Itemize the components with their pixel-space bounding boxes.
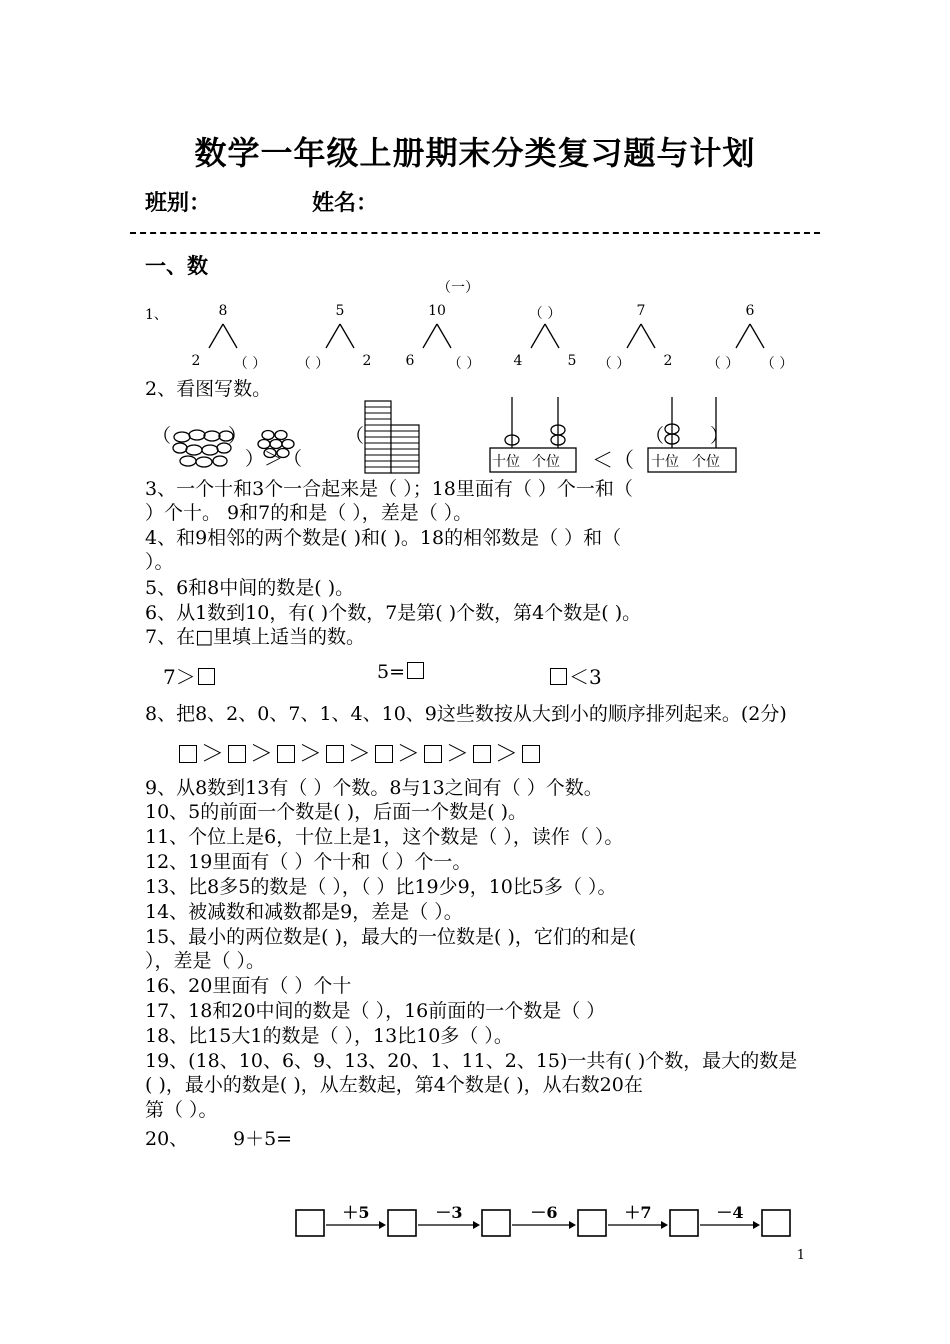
operation-label: ＋5 [342, 1203, 370, 1222]
answer-box[interactable] [228, 745, 246, 763]
circle-group-icon [173, 430, 233, 467]
question-line: ）个十。 9和7的和是（ ），差是（ ）。 [145, 502, 473, 524]
answer-box[interactable] [762, 1210, 790, 1236]
operation-label: ＋7 [624, 1203, 652, 1222]
name-label: 姓名： [312, 190, 379, 216]
q20-number: 20、 [145, 1128, 189, 1150]
q2-figures [140, 395, 760, 475]
question-line: 第（ ）。 [145, 1099, 218, 1121]
answer-box[interactable] [407, 662, 424, 679]
question-line: 19、(18、10、6、9、13、20、1、11、2、15)一共有( )个数，最大的数是 [145, 1050, 798, 1072]
operation-label: －4 [716, 1203, 744, 1222]
question-line: 5、6和8中间的数是( )。 [145, 577, 355, 599]
q7-item-1: 7＞ [163, 661, 217, 690]
svg-text:个位: 个位 [692, 454, 720, 470]
tree-branch-icon [730, 322, 770, 350]
tree-left-value: 2 [191, 353, 201, 369]
answer-box[interactable] [388, 1210, 416, 1236]
answer-box[interactable] [375, 745, 393, 763]
question-line: 17、18和20中间的数是（ ），16前面的一个数是（ ） [145, 1000, 606, 1022]
class-label: 班别： [145, 190, 212, 216]
q20-expression: 9＋5= [233, 1128, 293, 1150]
tree-right-value: （ ） [447, 356, 481, 372]
arrow-head-icon [379, 1221, 386, 1229]
tree-left-value: 6 [405, 353, 415, 369]
operation-label: －6 [530, 1203, 558, 1222]
svg-text:）: ） [710, 425, 730, 447]
question-line: 13、比8多5的数是（ ），（ ）比19少9，10比5多（ ）。 [145, 876, 617, 898]
arrow-head-icon [661, 1221, 668, 1229]
ordering-boxes [175, 735, 544, 768]
operation-chain [290, 1198, 800, 1242]
greater-than-sign: ＞ [348, 741, 371, 767]
tree-top-value: 10 [428, 303, 446, 319]
answer-box[interactable] [179, 745, 197, 763]
question-line: ），差是（ ）。 [145, 950, 266, 972]
tree-branch-icon [621, 322, 661, 350]
tree-left-value: （ ） [296, 356, 330, 372]
answer-box[interactable] [198, 668, 215, 685]
tree-left-value: （ ） [597, 356, 631, 372]
q2-text: 2、看图写数。 [145, 378, 272, 400]
small-circle-group-icon [258, 431, 294, 458]
answer-box[interactable] [296, 1210, 324, 1236]
tree-right-value: 2 [663, 353, 673, 369]
tree-right-value: （ ） [760, 356, 794, 372]
tree-left-value: （ ） [706, 356, 740, 372]
tree-branch-icon [417, 322, 457, 350]
greater-than-sign: ＞ [397, 741, 420, 767]
greater-than-sign: ＞ [201, 741, 224, 767]
answer-box[interactable] [424, 745, 442, 763]
tree-right-value: （ ） [233, 356, 267, 372]
arrow-head-icon [473, 1221, 480, 1229]
section-heading: 一、数 [145, 253, 208, 278]
question-line: 14、被减数和减数都是9，差是（ ）。 [145, 901, 463, 923]
question-line: 3、一个十和3个一合起来是（ ）；18里面有（ ）个一和（ [145, 478, 633, 500]
question-line: 9、从8数到13有（ ）个数。8与13之间有（ ）个数。 [145, 777, 603, 799]
question-line: 16、20里面有（ ）个十 [145, 975, 352, 997]
question-line: 10、5的前面一个数是( )，后面一个数是( )。 [145, 801, 527, 823]
answer-box[interactable] [550, 668, 567, 685]
question-line: 11、个位上是6，十位上是1，这个数是（ ），读作（ ）。 [145, 826, 624, 848]
tree-left-value: 4 [513, 353, 523, 369]
operation-label: －3 [435, 1203, 463, 1222]
question-line: 4、和9相邻的两个数是( )和( )。18的相邻数是（ ）和（ [145, 527, 622, 549]
gt-sign: ）＞（ [245, 448, 303, 470]
tree-top-value: 7 [636, 303, 646, 319]
question-line: ）。 [145, 551, 174, 573]
tree-branch-icon [203, 322, 243, 350]
question-line: 7、在□里填上适当的数。 [145, 626, 366, 648]
tree-top-value: 5 [335, 303, 345, 319]
tree-top-value: （ ） [528, 306, 562, 322]
arrow-head-icon [753, 1221, 760, 1229]
answer-box[interactable] [326, 745, 344, 763]
question-line: 18、比15大1的数是（ ），13比10多（ ）。 [145, 1025, 513, 1047]
answer-box[interactable] [578, 1210, 606, 1236]
greater-than-sign: ＞ [446, 741, 469, 767]
greater-than-sign: ＞ [299, 741, 322, 767]
question-line: 6、从1数到10，有( )个数，7是第( )个数，第4个数是( )。 [145, 602, 642, 624]
answer-box[interactable] [670, 1210, 698, 1236]
greater-than-sign: ＞ [495, 741, 518, 767]
q7-item-2: 5= [377, 661, 426, 683]
q8-text: 8、把8、2、0、7、1、4、10、9这些数按从大到小的顺序排列起来。(2分) [145, 703, 787, 725]
divider [130, 232, 820, 234]
subsection-heading: （一） [437, 280, 479, 296]
svg-text:（: （ [645, 425, 665, 447]
q1-number: 1、 [145, 307, 168, 323]
svg-text:）: ） [228, 425, 248, 447]
ones-label: 个位 [532, 454, 560, 470]
svg-text:（: （ [345, 425, 365, 447]
tree-right-value: 5 [567, 353, 577, 369]
tree-branch-icon [525, 322, 565, 350]
tree-top-value: 6 [745, 303, 755, 319]
lt-sign: ＜（ [592, 448, 634, 472]
question-line: ( )，最小的数是( )，从左数起，第4个数是( )，从右数20在 [145, 1074, 643, 1096]
answer-box[interactable] [473, 745, 491, 763]
answer-box[interactable] [277, 745, 295, 763]
arrow-head-icon [569, 1221, 576, 1229]
paren-open: （ [152, 425, 172, 447]
question-line: 12、19里面有（ ）个十和（ ）个一。 [145, 851, 472, 873]
svg-text:十位: 十位 [651, 454, 679, 470]
question-line: 15、最小的两位数是( )，最大的一位数是( )，它们的和是( [145, 926, 637, 948]
tree-right-value: 2 [362, 353, 372, 369]
tree-branch-icon [320, 322, 360, 350]
page-title: 数学一年级上册期末分类复习题与计划 [194, 134, 756, 172]
greater-than-sign: ＞ [250, 741, 273, 767]
answer-box[interactable] [522, 745, 540, 763]
page-number: 1 [796, 1248, 805, 1263]
tree-top-value: 8 [218, 303, 228, 319]
q7-item-3: ＜3 [548, 661, 602, 690]
answer-box[interactable] [482, 1210, 510, 1236]
tens-label: 十位 [492, 454, 520, 470]
